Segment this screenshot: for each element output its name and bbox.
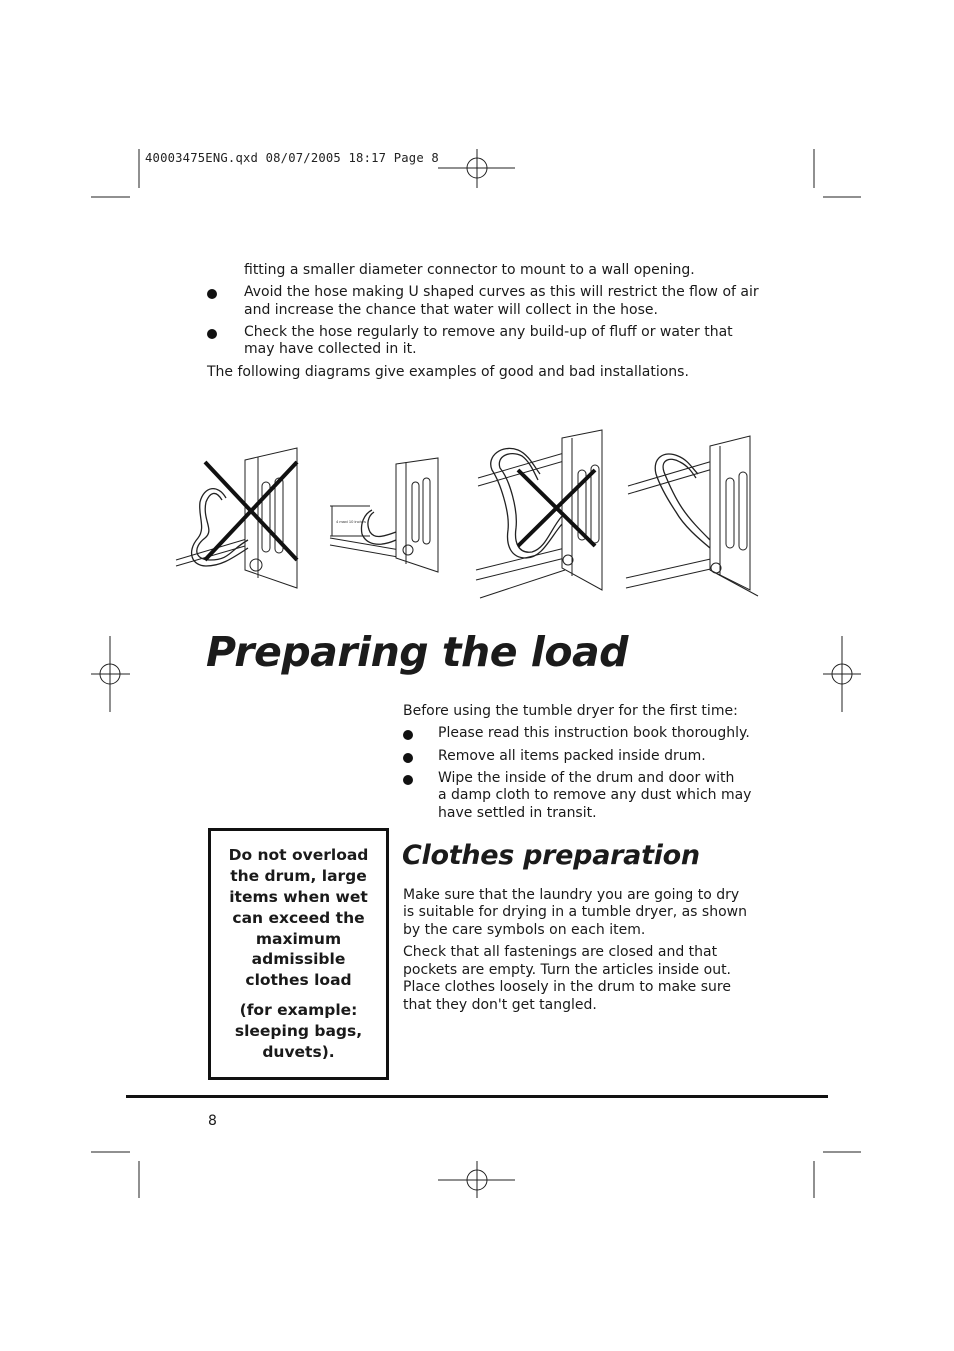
intro-bullet-text-2b: may have collected in it. [244,341,417,357]
subsection-para1-line: is suitable for drying in a tumble dryer, as shown [403,904,747,920]
warning-line: maximum [255,930,342,948]
warning-line: clothes load [245,971,352,989]
section-bullet [403,771,413,785]
subsection-para2-line: Check that all fastenings are closed and that [403,944,718,960]
subsection-para1-line: by the care symbols on each item. [403,922,646,938]
warning-line: admissible [251,950,346,968]
section-bullet-text-2: Remove all items packed inside drum. [438,748,706,764]
warning-line: items when wet [229,888,368,906]
warning-example-line: (for example: [239,1001,358,1019]
subsection-para2-line: pockets are empty. Turn the articles inside out. [403,962,732,978]
section-bullet-text-1: Please read this instruction book thoroughly. [438,725,750,741]
intro-bullet-text-1a: Avoid the hose making U shaped curves as this will restrict the flow of air [244,284,759,300]
bullet-icon [403,753,413,763]
section-bullet-text-3b: a damp cloth to remove any dust which may [438,787,752,803]
page-number: 8 [208,1113,217,1129]
diagrams-note: The following diagrams give examples of good and bad installations. [207,364,689,380]
bullet-icon [207,329,217,339]
bullet-icon [403,775,413,785]
installation-diagrams [170,420,770,605]
diagram-bad-1 [176,448,297,588]
diagram-bad-2 [476,430,602,598]
bullet-icon [403,730,413,740]
intro-bullet [207,285,217,299]
subsection-para1-line: Make sure that the laundry you are going to dry [403,887,740,903]
intro-bullet [207,325,217,339]
warning-box [208,828,389,1080]
diagram-good-2 [626,436,758,596]
print-slug: 40003475ENG.qxd 08/07/2005 18:17 Page 8 [145,151,439,165]
warning-line: can exceed the [232,909,365,927]
warning-example-line: duvets). [262,1043,335,1061]
intro-bullet-text-1b: and increase the chance that water will collect in the hose. [244,302,658,318]
section-bullet [403,726,413,740]
page-title: Preparing the load [206,628,629,676]
diagram-good-1 [330,458,438,572]
warning-line: Do not overload [228,846,369,864]
subsection-para2-line: Place clothes loosely in the drum to make sure [403,979,731,995]
bullet-icon [207,289,217,299]
continuation-text: fitting a smaller diameter connector to mount to a wall opening. [244,262,695,278]
section-bullet [403,749,413,763]
section-bullet-text-3a: Wipe the inside of the drum and door with [438,770,735,786]
dimension-label: 4 maxi 10 inches [336,519,367,524]
footer-rule [126,1095,828,1098]
subsection-para2-line: that they don't get tangled. [403,997,597,1013]
warning-line: the drum, large [230,867,367,885]
subsection-title: Clothes preparation [402,840,700,871]
warning-example-line: sleeping bags, [234,1022,363,1040]
section-bullet-text-3c: have settled in transit. [438,805,597,821]
intro-bullet-text-2a: Check the hose regularly to remove any build-up of fluff or water that [244,324,733,340]
section-lead: Before using the tumble dryer for the first time: [403,703,738,719]
